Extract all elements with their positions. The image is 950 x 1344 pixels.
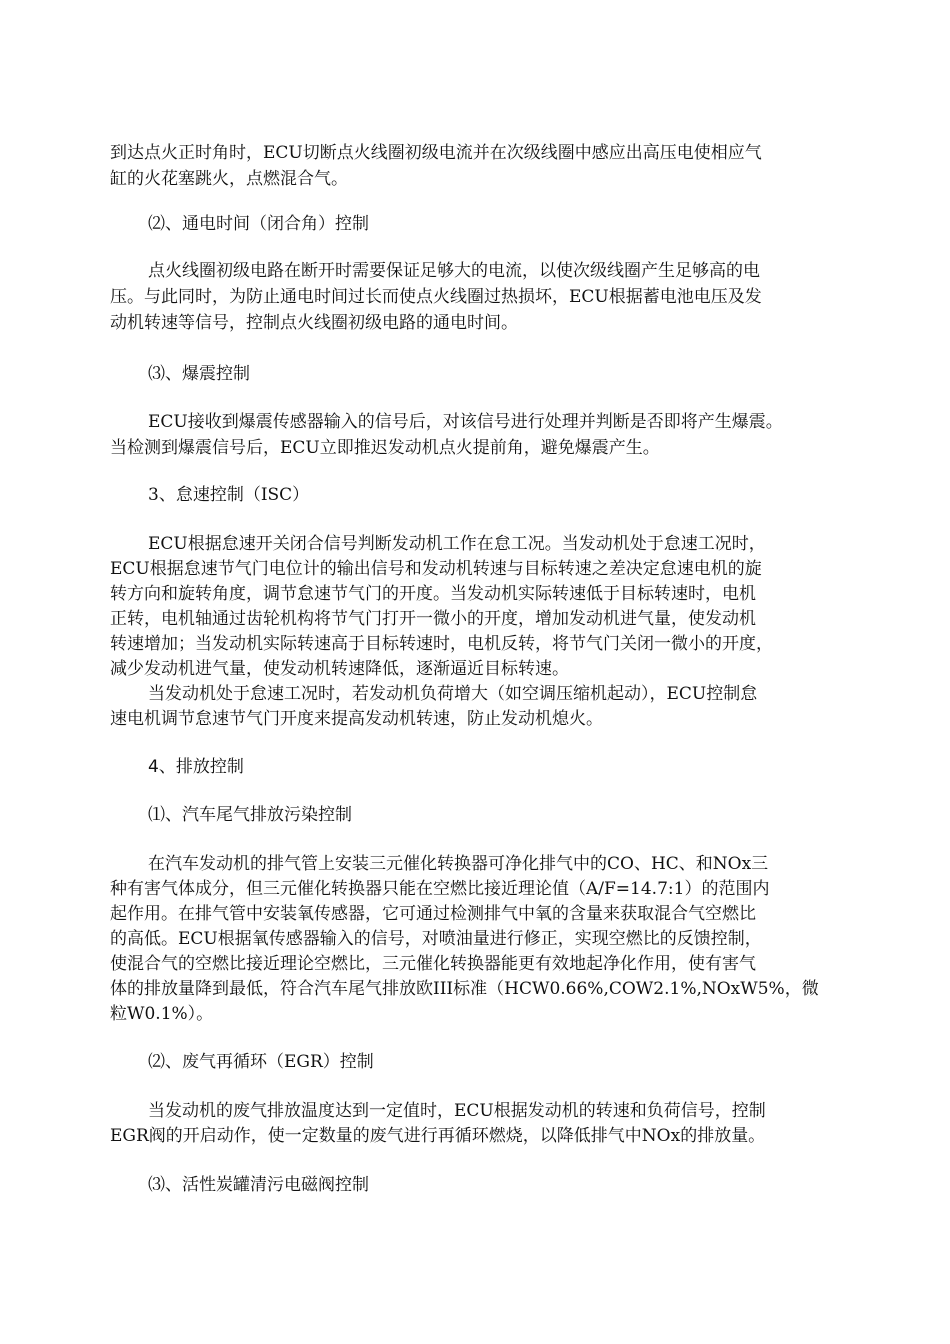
paragraph-line: 起作用。在排气管中安装氧传感器，它可通过检测排气中氧的含量来获取混合气空燃比 bbox=[110, 904, 756, 924]
subheading: ⑵、废气再循环（EGR）控制 bbox=[148, 1052, 374, 1072]
paragraph-line: 减少发动机进气量，使发动机转速降低，逐渐逼近目标转速。 bbox=[110, 659, 569, 679]
paragraph-line: 当发动机处于怠速工况时，若发动机负荷增大（如空调压缩机起动），ECU控制怠 bbox=[148, 684, 758, 704]
paragraph-line: 正转，电机轴通过齿轮机构将节气门打开一微小的开度，增加发动机进气量，使发动机 bbox=[110, 609, 756, 629]
paragraph-line: 速电机调节怠速节气门开度来提高发动机转速，防止发动机熄火。 bbox=[110, 709, 603, 729]
paragraph-line: 粒W0.1%）。 bbox=[110, 1004, 214, 1024]
section-heading: 3、怠速控制（ISC） bbox=[148, 485, 310, 505]
subheading: ⑶、活性炭罐清污电磁阀控制 bbox=[148, 1175, 369, 1195]
paragraph-line: 压。与此同时，为防止通电时间过长而使点火线圈过热损坏，ECU根据蓄电池电压及发 bbox=[110, 287, 762, 307]
paragraph-line: 体的排放量降到最低，符合汽车尾气排放欧III标准（HCW0.66%,COW2.1%,NOxW5%，微 bbox=[110, 979, 819, 999]
paragraph-line: EGR阀的开启动作，使一定数量的废气进行再循环燃烧，以降低排气中NOx的排放量。 bbox=[110, 1126, 766, 1146]
subheading: ⑵、通电时间（闭合角）控制 bbox=[148, 214, 369, 234]
subheading: ⑴、汽车尾气排放污染控制 bbox=[148, 805, 352, 825]
paragraph-line: 在汽车发动机的排气管上安装三元催化转换器可净化排气中的CO、HC、和NOx三 bbox=[148, 854, 769, 874]
subheading: ⑶、爆震控制 bbox=[148, 364, 250, 384]
paragraph-line: 的高低。ECU根据氧传感器输入的信号，对喷油量进行修正，实现空燃比的反馈控制， bbox=[110, 929, 762, 949]
paragraph-line: 使混合气的空燃比接近理论空燃比，三元催化转换器能更有效地起净化作用，使有害气 bbox=[110, 954, 756, 974]
paragraph-line: 缸的火花塞跳火，点燃混合气。 bbox=[110, 169, 348, 189]
paragraph-line: 动机转速等信号，控制点火线圈初级电路的通电时间。 bbox=[110, 313, 518, 333]
paragraph-line: ECU根据怠速开关闭合信号判断发动机工作在怠工况。当发动机处于怠速工况时， bbox=[148, 534, 766, 554]
section-heading: 4、排放控制 bbox=[148, 757, 244, 777]
paragraph-line: 点火线圈初级电路在断开时需要保证足够大的电流，以使次级线圈产生足够高的电 bbox=[148, 261, 760, 281]
paragraph-line: 当发动机的废气排放温度达到一定值时，ECU根据发动机的转速和负荷信号，控制 bbox=[148, 1101, 766, 1121]
paragraph-line: 转速增加；当发动机实际转速高于目标转速时，电机反转，将节气门关闭一微小的开度， bbox=[110, 634, 773, 654]
paragraph-line: 种有害气体成分，但三元催化转换器只能在空燃比接近理论值（A/F=14.7:1）的范围内 bbox=[110, 879, 770, 899]
paragraph-line: ECU根据怠速节气门电位计的输出信号和发动机转速与目标转速之差决定怠速电机的旋 bbox=[110, 559, 762, 579]
paragraph-line: 转方向和旋转角度，调节怠速节气门的开度。当发动机实际转速低于目标转速时，电机 bbox=[110, 584, 756, 604]
paragraph-line: 到达点火正时角时，ECU切断点火线圈初级电流并在次级线圈中感应出高压电使相应气 bbox=[110, 143, 762, 163]
paragraph-line: ECU接收到爆震传感器输入的信号后，对该信号进行处理并判断是否即将产生爆震。 bbox=[148, 412, 783, 432]
paragraph-line: 当检测到爆震信号后，ECU立即推迟发动机点火提前角，避免爆震产生。 bbox=[110, 438, 660, 458]
